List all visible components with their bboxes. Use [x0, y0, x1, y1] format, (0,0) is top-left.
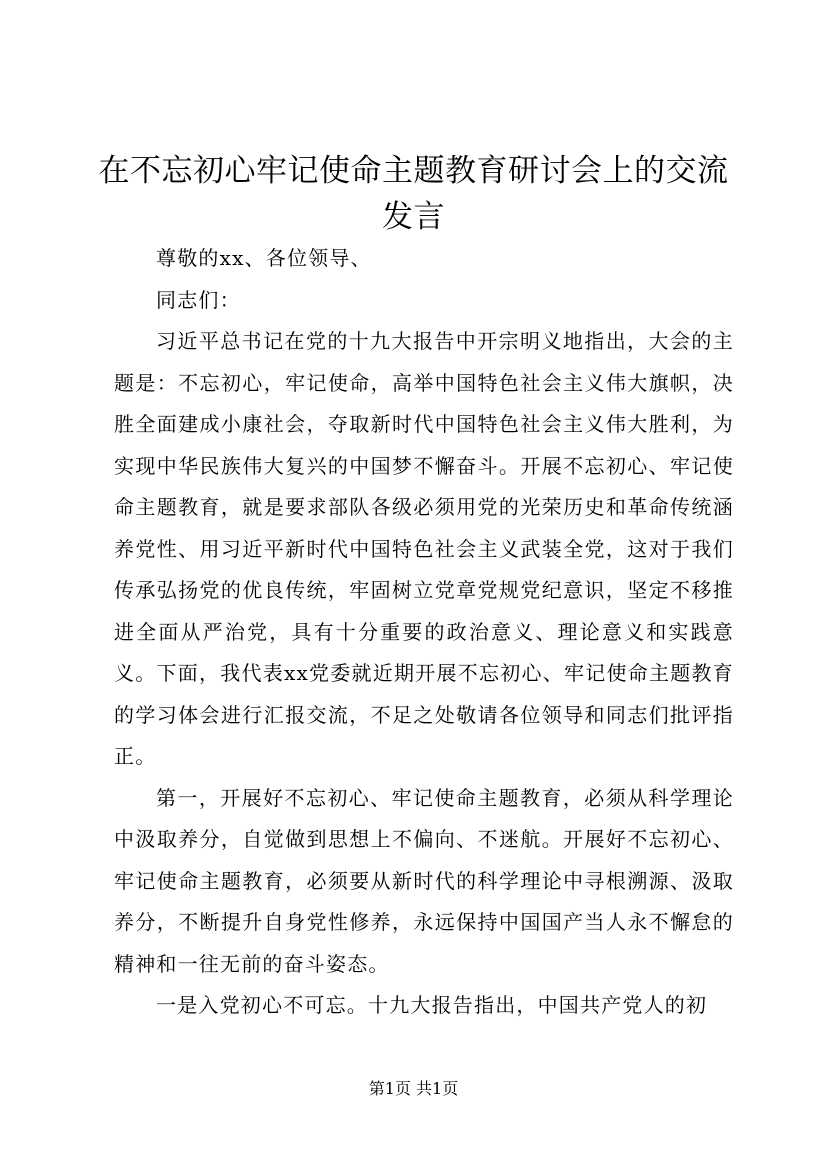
- document-body: [114, 238, 734, 1027]
- salutation-line-2: 同志们：: [156, 287, 241, 312]
- body-paragraph-2: 第一，开展好不忘初心、牢记使命主题教育，必须从科学理论中汲取养分，自觉做到思想上不偏向、不迷航。开展好不忘初心、牢记使命主题教育，必须要从新时代的科学理论中寻根溯源、汲取养分，不断提升自身党性修养，永远保持中国国产当人永不懈怠的精神和一往无前的奋斗姿态。: [114, 785, 734, 976]
- salutation-line-1: 尊敬的xx、各位领导、: [156, 246, 372, 270]
- document-title: 在不忘初心牢记使命主题教育研讨会上的交流发言: [98, 153, 729, 235]
- page-footer: 第1页 共1页: [368, 1079, 459, 1098]
- body-paragraph-1: 习近平总书记在党的十九大报告中开宗明义地指出，大会的主题是：不忘初心，牢记使命，高举中国特色社会主义伟大旗帜，决胜全面建成小康社会，夺取新时代中国特色社会主义伟大胜利，为实现中华民族伟大复兴的中国梦不懈奋斗。开展不忘初心、牢记使命主题教育，就是要求部队各级必须用党的光荣历史和革命传统涵养党性、用习近平新时代中国特色社会主义武装全党，这对于我们传承弘扬党的优良传统，牢固树立党章党规党纪意识，坚定不移推进全面从严治党，具有十分重要的政治意义、理论意义和实践意义。下面，我代表xx党委就近期开展不忘初心、牢记使命主题教育的学习体会进行汇报交流，不足之处敬请各位领导和同志们批评指正。: [114, 329, 734, 768]
- body-paragraph-3: 一是入党初心不可忘。十九大报告指出，中国共产党人的初: [156, 993, 708, 1017]
